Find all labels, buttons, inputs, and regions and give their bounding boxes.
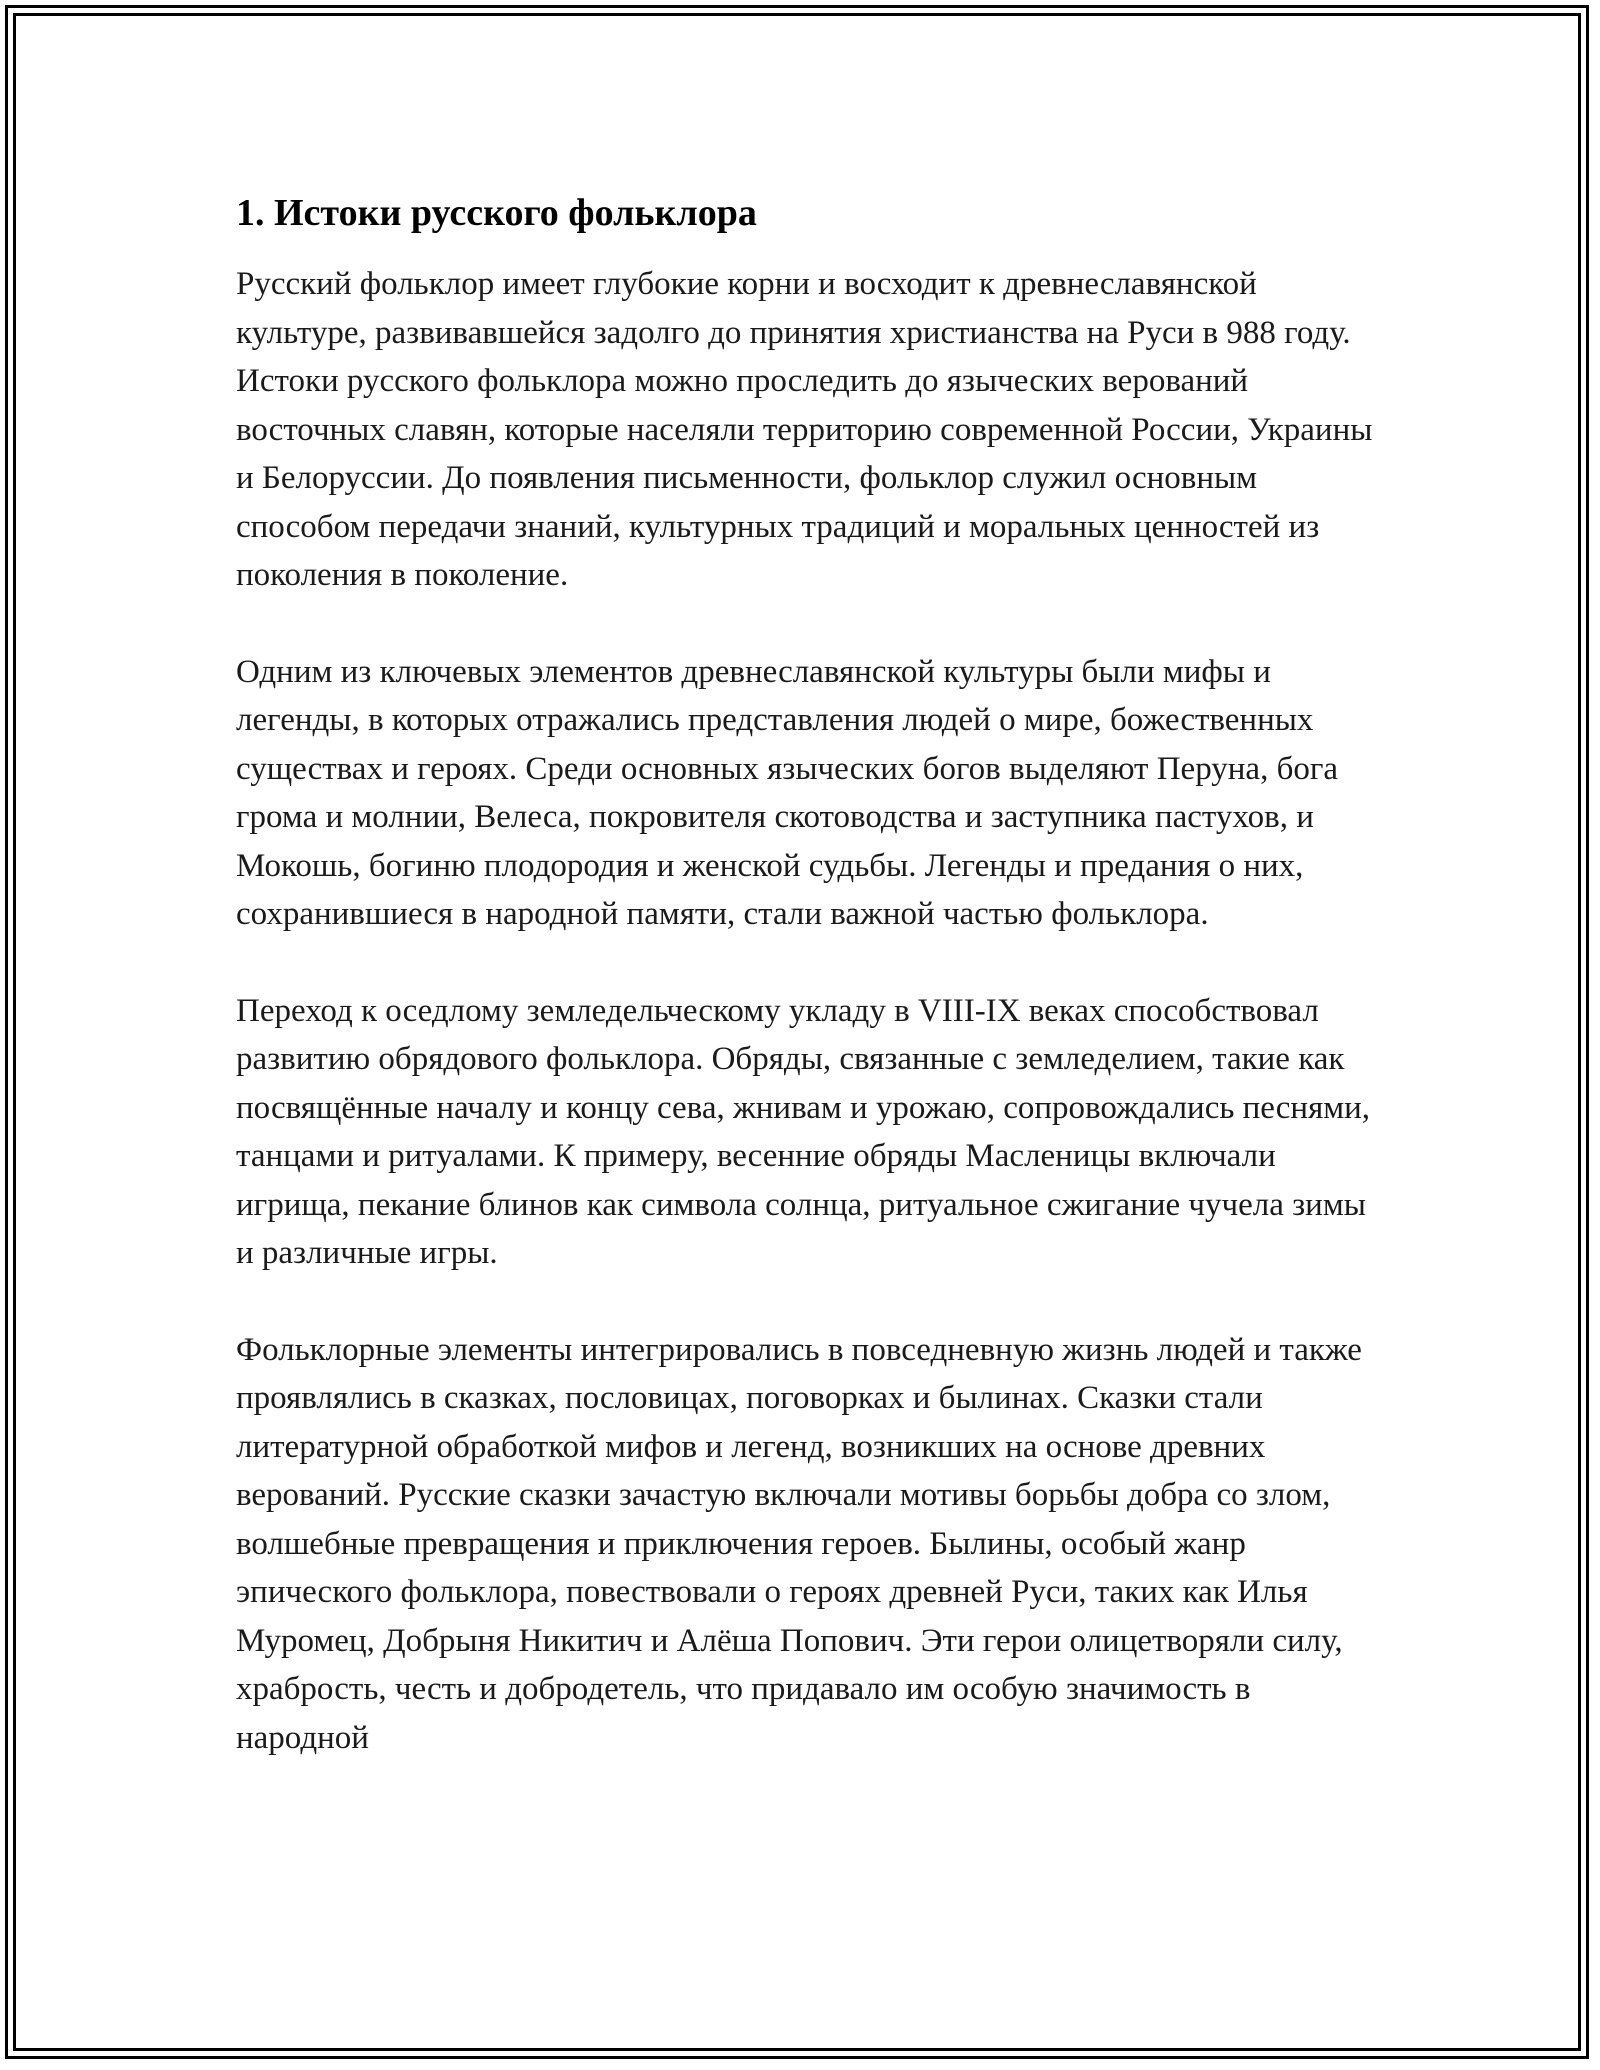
document-body bbox=[236, 188, 1386, 1762]
paragraph-2: Одним из ключевых элементов древнеславянской культуры были мифы и легенды, в которых отражались представления людей о мире, божественных существах и героях. Среди основных языческих богов выделяют Перуна, бога грома и молнии, Велеса, покровителя скотоводства и заступника пастухов, и Мокошь, богиню плодородия и женской судьбы. Легенды и предания о них, сохранившиеся в народной памяти, стали важной частью фольклора. bbox=[236, 653, 1339, 932]
paragraph-1: Русский фольклор имеет глубокие корни и восходит к древнеславянской культуре, развивавшейся задолго до принятия христианства на Руси в 988 году. Истоки русского фольклора можно проследить до языческих верований восточных славян, которые населяли территорию современной России, Украины и Белоруссии. До появления письменности, фольклор служил основным способом передачи знаний, культурных традиций и моральных ценностей из поколения в поколение. bbox=[236, 266, 1373, 593]
paragraph-3: Переход к оседлому земледельческому укладу в VIII-IX веках способствовал развитию обрядового фольклора. Обряды, связанные с земледелием, такие как посвящённые началу и концу сева, жнивам и урожаю, сопровождались песнями, танцами и ритуалами. К примеру, весенние обряды Масленицы включали игрища, пекание блинов как символа солнца, ритуальное сжигание чучела зимы и различные игры. bbox=[236, 992, 1371, 1271]
paragraph-4: Фольклорные элементы интегрировались в повседневную жизнь людей и также проявлялись в сказках, пословицах, поговорках и былинах. Сказки стали литературной обработкой мифов и легенд, возникших на основе древних верований. Русские сказки зачастую включали мотивы борьбы добра со злом, волшебные превращения и приключения героев. Былины, особый жанр эпического фольклора, повествовали о героях древней Руси, таких как Илья Муромец, Добрыня Никитич и Алёша Попович. Эти герои олицетворяли силу, храбрость, честь и добродетель, что придавало им особую значимость в народной bbox=[236, 1331, 1362, 1756]
section-heading: 1. Истоки русского фольклора bbox=[236, 192, 757, 234]
